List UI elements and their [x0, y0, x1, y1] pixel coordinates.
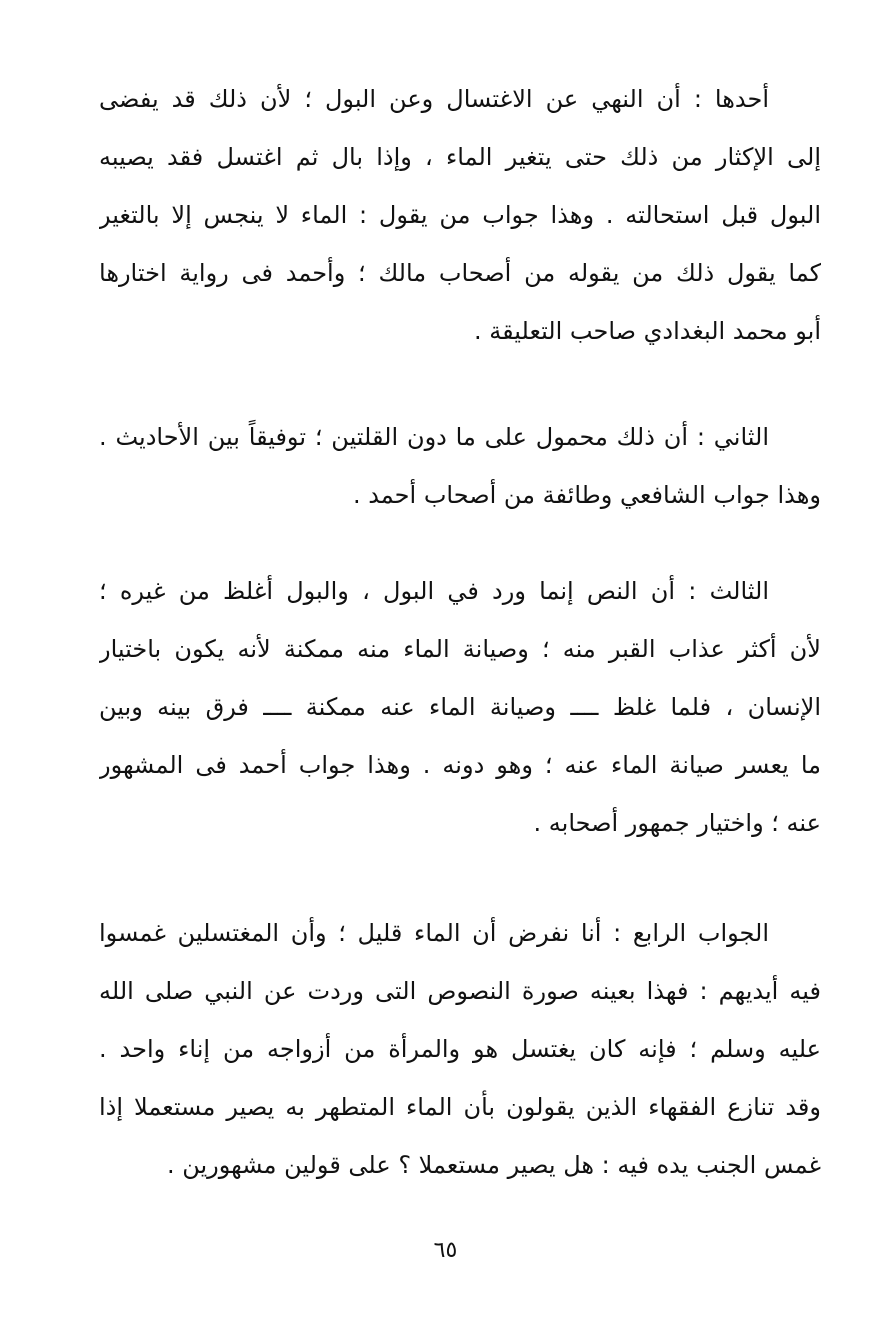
- paragraph-first-answer: [99, 70, 821, 360]
- text-line: ما يعسر صيانة الماء عنه ؛ وهو دونه . وهذا جواب أحمد فى المشهور: [99, 751, 821, 779]
- text-line: أحدها : أن النهي عن الاغتسال وعن البول ؛ لأن ذلك قد يفضى: [99, 85, 769, 113]
- text-line: وقد تنازع الفقهاء الذين يقولون بأن الماء المتطهر به يصير مستعملا إذا: [99, 1093, 821, 1121]
- text-line: إلى الإكثار من ذلك حتى يتغير الماء ، وإذا بال ثم اغتسل فقد يصيبه: [99, 143, 821, 171]
- text-line: عنه ؛ واختيار جمهور أصحابه .: [533, 809, 821, 837]
- text-line: فيه أيديهم : فهذا بعينه صورة النصوص التى وردت عن النبي صلى الله: [99, 977, 821, 1005]
- text-line: وهذا جواب الشافعي وطائفة من أصحاب أحمد .: [352, 481, 821, 509]
- text-line: غمس الجنب يده فيه : هل يصير مستعملا ؟ على قولين مشهورين .: [166, 1151, 821, 1179]
- text-line: أبو محمد البغدادي صاحب التعليقة .: [474, 317, 821, 345]
- paragraph-fourth-answer: [99, 904, 821, 1194]
- text-line: عليه وسلم ؛ فإنه كان يغتسل هو والمرأة من أزواجه من إناء واحد .: [99, 1035, 821, 1063]
- text-line: الثاني : أن ذلك محمول على ما دون القلتين ؛ توفيقاً بين الأحاديث .: [99, 423, 769, 451]
- paragraph-second-answer: [99, 408, 821, 524]
- page-number: ٦٥: [433, 1238, 458, 1263]
- text-line: الجواب الرابع : أنا نفرض أن الماء قليل ؛ وأن المغتسلين غمسوا: [99, 919, 769, 947]
- text-line: كما يقول ذلك من يقوله من أصحاب مالك ؛ وأحمد فى رواية اختارها: [99, 259, 821, 287]
- text-line: البول قبل استحالته . وهذا جواب من يقول : الماء لا ينجس إلا بالتغير: [99, 201, 821, 229]
- text-line: لأن أكثر عذاب القبر منه ؛ وصيانة الماء منه ممكنة لأنه يكون باختيار: [99, 635, 821, 663]
- paragraph-third-answer: [99, 562, 821, 852]
- text-line: الثالث : أن النص إنما ورد في البول ، والبول أغلظ من غيره ؛: [99, 577, 769, 605]
- text-line: الإنسان ، فلما غلظ ــــ وصيانة الماء عنه ممكنة ــــ فرق بينه وبين: [99, 693, 821, 721]
